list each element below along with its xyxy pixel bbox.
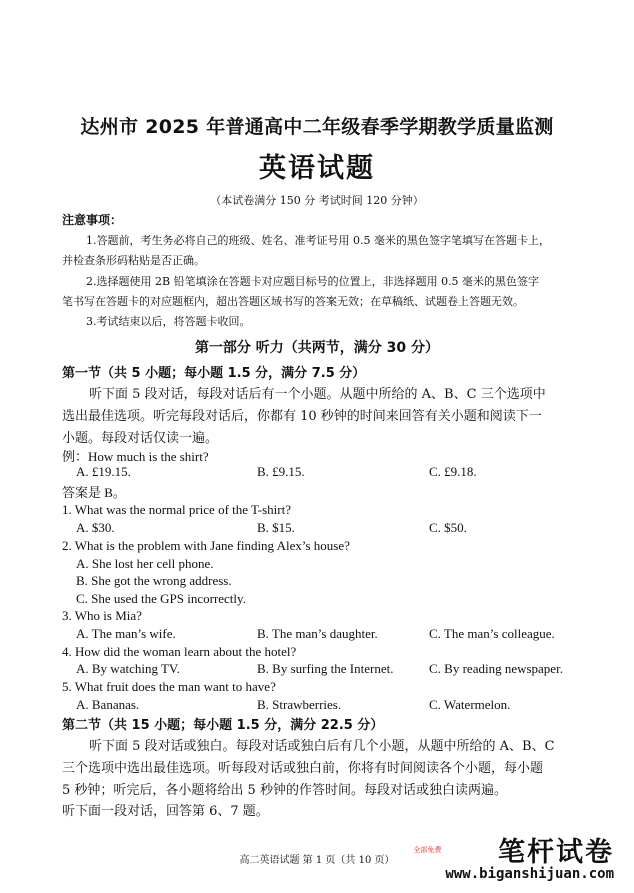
section1-heading: 第一节（共 5 小题；每小题 1.5 分，满分 7.5 分） (62, 366, 366, 381)
section2-instruction: 听下面 5 段对话或独白。每段对话或独白后有几个小题，从题中所给的 A、B、C (89, 739, 555, 754)
notice-line: 并检查条形码粘贴是否正确。 (62, 254, 205, 267)
watermark-tag: 全部免费 (413, 846, 442, 854)
section2-next: 听下面一段对话，回答第 6、7 题。 (62, 804, 269, 819)
page-footer: 高二英语试题 第 1 页（共 10 页） (239, 855, 395, 866)
notice-line: 1.答题前，考生务必将自己的班级、姓名、准考证号用 0.5 毫米的黑色签字笔填写在答题卡上， (86, 234, 550, 247)
question-1-option-b: B. $15. (257, 520, 295, 535)
example-question: 例：How much is the shirt? (62, 449, 209, 464)
question-5: 5. What fruit does the man want to have? (62, 679, 276, 694)
section1-instruction: 小题。每段对话仅读一遍。 (62, 431, 219, 446)
section2-instruction: 三个选项中选出最佳选项。听每段对话或独白前，你将有时间阅读各个小题，每小题 (62, 761, 544, 776)
notice-line: 3.考试结束以后，将答题卡收回。 (86, 315, 251, 328)
question-3-option-c: C. The man’s colleague. (429, 626, 555, 641)
section1-instruction: 选出最佳选项。听完每段对话后，你都有 10 秒钟的时间来回答有关小题和阅读下一 (62, 409, 542, 424)
watermark-title: 笔杆试卷 (498, 837, 614, 868)
exam-info: （本试卷满分 150 分 考试时间 120 分钟） (210, 194, 424, 207)
example-option-c: C. £9.18. (429, 464, 477, 479)
notice-line: 2.选择题使用 2B 铅笔填涂在答题卡对应题目标号的位置上，非选择题用 0.5 毫米的黑色签字 (86, 275, 540, 288)
question-3-option-a: A. The man’s wife. (76, 626, 176, 641)
watermark (413, 830, 614, 882)
notice-line: 笔书写在答题卡的对应题框内，超出答题区域书写的答案无效；在草稿纸、试题卷上答题无效。 (62, 295, 524, 308)
question-4-option-a: A. By watching TV. (76, 661, 180, 676)
example-option-b: B. £9.15. (257, 464, 305, 479)
question-5-option-a: A. Bananas. (76, 697, 140, 712)
subject-title: 英语试题 (259, 153, 375, 184)
exam-title: 达州市 2025 年普通高中二年级春季学期教学质量监测 (80, 116, 554, 138)
question-2-option-a: A. She lost her cell phone. (76, 556, 214, 571)
section2-instruction: 5 秒钟；听完后，各小题将给出 5 秒钟的作答时间。每段对话或独白读两遍。 (62, 783, 507, 798)
question-2-option-b: B. She got the wrong address. (76, 573, 232, 588)
question-4-option-c: C. By reading newspaper. (429, 661, 563, 676)
section2-heading: 第二节（共 15 小题；每小题 1.5 分，满分 22.5 分） (62, 718, 384, 733)
question-1: 1. What was the normal price of the T-shirt? (62, 502, 292, 517)
part1-heading: 第一部分 听力（共两节，满分 30 分） (194, 340, 440, 356)
question-3-option-b: B. The man’s daughter. (257, 626, 378, 641)
question-1-option-a: A. $30. (76, 520, 115, 535)
section1-instruction: 听下面 5 段对话，每段对话后有一个小题。从题中所给的 A、B、C 三个选项中 (89, 387, 546, 402)
question-4-option-b: B. By surfing the Internet. (257, 661, 394, 676)
question-5-option-b: B. Strawberries. (257, 697, 342, 712)
question-2-option-c: C. She used the GPS incorrectly. (76, 591, 246, 606)
question-5-option-c: C. Watermelon. (429, 697, 511, 712)
question-4: 4. How did the woman learn about the hotel? (62, 644, 297, 659)
example-option-a: A. £19.15. (76, 464, 131, 479)
question-2: 2. What is the problem with Jane finding Alex’s house? (62, 538, 350, 553)
watermark-url: www.biganshijuan.com (445, 866, 614, 882)
question-1-option-c: C. $50. (429, 520, 467, 535)
example-answer: 答案是 B。 (62, 485, 126, 500)
question-3: 3. Who is Mia? (62, 608, 142, 623)
notice-heading: 注意事项： (62, 213, 123, 227)
